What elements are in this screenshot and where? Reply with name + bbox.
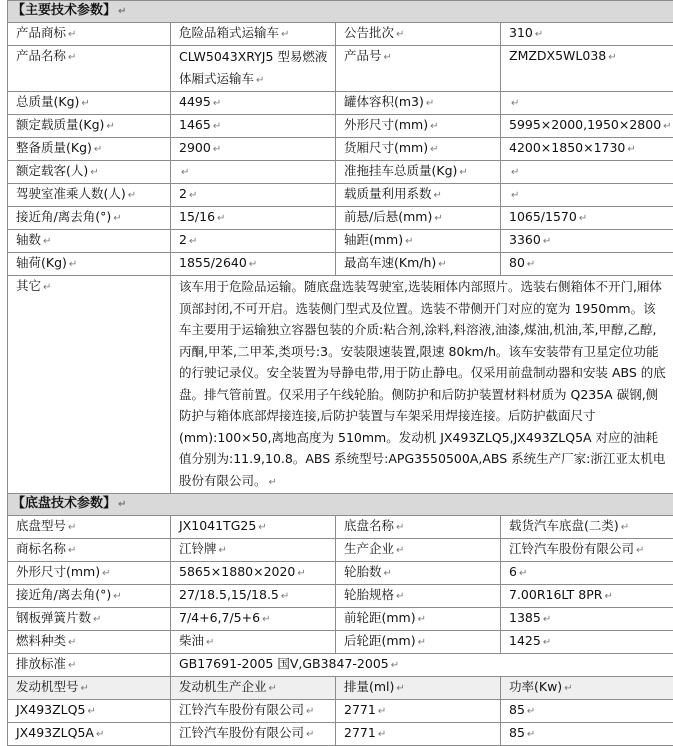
paragraph-mark-icon: ↵	[68, 637, 76, 648]
paragraph-mark-icon: ↵	[213, 121, 221, 132]
engine-cell	[336, 723, 501, 746]
param-label	[8, 115, 171, 138]
paragraph-mark-icon: ↵	[511, 190, 519, 201]
param-value-text: 80	[509, 255, 525, 270]
paragraph-mark-icon: ↵	[118, 499, 126, 510]
paragraph-mark-icon: ↵	[535, 29, 543, 40]
paragraph-mark-icon: ↵	[426, 98, 434, 109]
table-row	[8, 23, 673, 46]
paragraph-mark-icon: ↵	[281, 29, 289, 40]
engine-column-header-text: 功率(Kw)	[509, 679, 562, 694]
paragraph-mark-icon: ↵	[543, 614, 551, 625]
emission-row	[8, 654, 673, 677]
paragraph-mark-icon: ↵	[106, 121, 114, 132]
engine-cell	[171, 700, 336, 723]
paragraph-mark-icon: ↵	[543, 236, 551, 247]
param-value	[171, 539, 336, 562]
param-label-text: 整备质量(Kg)	[16, 140, 92, 155]
param-value-text: 江铃汽车股份有限公司	[509, 541, 634, 556]
param-label-text: 商标名称	[16, 541, 66, 556]
param-label	[336, 516, 501, 539]
param-value-text: 载货汽车底盘(二类)	[509, 518, 619, 533]
param-label-text: 生产企业	[344, 541, 394, 556]
param-value	[171, 253, 336, 276]
param-value	[171, 23, 336, 46]
paragraph-mark-icon: ↵	[306, 729, 314, 740]
param-label-text: 轮胎数	[344, 564, 382, 579]
param-label-text: 公告批次	[344, 25, 394, 40]
param-label-text: 准拖挂车总质量(Kg)	[344, 163, 457, 178]
param-value-text: 1425	[509, 633, 541, 648]
table-row	[8, 608, 673, 631]
engine-column-header	[501, 677, 673, 700]
paragraph-mark-icon: ↵	[113, 213, 121, 224]
param-label-text: 轴数	[16, 232, 41, 247]
param-label	[336, 585, 501, 608]
engine-column-header-text: 发动机生产企业	[179, 679, 267, 694]
table-row	[8, 161, 673, 184]
spec-table	[7, 0, 673, 746]
engine-cell-text: 2771	[344, 725, 376, 740]
param-label-text: 最高车速(Km/h)	[344, 255, 436, 270]
paragraph-mark-icon: ↵	[118, 6, 126, 17]
param-label	[336, 608, 501, 631]
param-label	[8, 23, 171, 46]
table-row	[8, 585, 673, 608]
param-label	[8, 230, 171, 253]
paragraph-mark-icon: ↵	[181, 167, 189, 178]
param-label-text: 前轮距(mm)	[344, 610, 416, 625]
param-label	[336, 562, 501, 585]
engine-row	[8, 700, 673, 723]
param-label	[336, 539, 501, 562]
param-label	[8, 161, 171, 184]
paragraph-mark-icon: ↵	[527, 706, 535, 717]
table-row	[8, 184, 673, 207]
param-label-text: 前悬/后悬(mm)	[344, 209, 432, 224]
other-label	[8, 276, 171, 494]
paragraph-mark-icon: ↵	[87, 706, 95, 717]
main-section-header	[8, 1, 673, 23]
param-label-text: 燃料种类	[16, 633, 66, 648]
param-label	[8, 539, 171, 562]
paragraph-mark-icon: ↵	[189, 190, 197, 201]
param-label	[336, 23, 501, 46]
engine-column-header	[171, 677, 336, 700]
paragraph-mark-icon: ↵	[430, 121, 438, 132]
param-value-text: 1855/2640	[179, 255, 247, 270]
paragraph-mark-icon: ↵	[434, 213, 442, 224]
param-label-text: 产品名称	[16, 48, 66, 63]
paragraph-mark-icon: ↵	[43, 282, 51, 293]
param-value	[171, 161, 336, 184]
paragraph-mark-icon: ↵	[430, 144, 438, 155]
param-label	[8, 585, 171, 608]
paragraph-mark-icon: ↵	[258, 522, 266, 533]
param-value	[171, 608, 336, 631]
other-description	[171, 276, 673, 494]
engine-column-header	[8, 677, 171, 700]
table-row	[8, 516, 673, 539]
paragraph-mark-icon: ↵	[69, 259, 77, 270]
engine-cell	[171, 723, 336, 746]
table-row	[8, 92, 673, 115]
param-label	[336, 161, 501, 184]
engine-header-row	[8, 677, 673, 700]
chassis-section-header	[8, 494, 673, 516]
paragraph-mark-icon: ↵	[217, 213, 225, 224]
engine-cell-text: 江铃汽车股份有限公司	[179, 725, 304, 740]
param-value-text: 5865×1880×2020	[179, 564, 295, 579]
param-label-text: 罐体容积(m3)	[344, 94, 424, 109]
param-label-text: 接近角/离去角(°)	[16, 209, 111, 224]
param-label	[8, 46, 171, 92]
paragraph-mark-icon: ↵	[418, 637, 426, 648]
paragraph-mark-icon: ↵	[94, 144, 102, 155]
param-label	[8, 516, 171, 539]
param-value-text: 1385	[509, 610, 541, 625]
param-label-text: 轮胎规格	[344, 587, 394, 602]
paragraph-mark-icon: ↵	[564, 683, 572, 694]
param-value	[501, 631, 673, 654]
paragraph-mark-icon: ↵	[418, 614, 426, 625]
table-row	[8, 207, 673, 230]
param-value	[501, 608, 673, 631]
param-value-text: 7.00R16LT 8PR	[509, 587, 602, 602]
param-value-text: 6	[509, 564, 517, 579]
param-value-text: 2	[179, 186, 187, 201]
param-value	[501, 253, 673, 276]
engine-row	[8, 723, 673, 746]
param-value-text: 2	[179, 232, 187, 247]
emission-value-text: GB17691-2005 国Ⅴ,GB3847-2005	[179, 656, 389, 671]
param-value	[171, 562, 336, 585]
paragraph-mark-icon: ↵	[213, 144, 221, 155]
param-label-text: 额定载客(人)	[16, 163, 88, 178]
paragraph-mark-icon: ↵	[579, 213, 587, 224]
param-value	[171, 230, 336, 253]
param-value	[501, 230, 673, 253]
paragraph-mark-icon: ↵	[128, 190, 136, 201]
engine-cell-text: 85	[509, 702, 525, 717]
paragraph-mark-icon: ↵	[378, 706, 386, 717]
chassis-section-header-title-text: 【底盘技术参数】	[12, 496, 116, 511]
param-value	[501, 161, 673, 184]
param-value-text: 4200×1850×1730	[509, 140, 625, 155]
param-label	[336, 207, 501, 230]
param-label-text: 外形尺寸(mm)	[16, 564, 100, 579]
engine-cell-text: JX493ZLQ5	[16, 702, 85, 717]
param-value-text: JX1041TG25	[179, 518, 256, 533]
paragraph-mark-icon: ↵	[604, 591, 612, 602]
table-row	[8, 138, 673, 161]
param-value-text: 1065/1570	[509, 209, 577, 224]
paragraph-mark-icon: ↵	[663, 121, 671, 132]
param-value	[501, 516, 673, 539]
param-label	[336, 230, 501, 253]
paragraph-mark-icon: ↵	[511, 98, 519, 109]
param-value	[501, 23, 673, 46]
param-value-text: 4495	[179, 94, 211, 109]
param-value-text: 310	[509, 25, 533, 40]
paragraph-mark-icon: ↵	[438, 259, 446, 270]
paragraph-mark-icon: ↵	[396, 545, 404, 556]
paragraph-mark-icon: ↵	[81, 98, 89, 109]
param-label	[336, 138, 501, 161]
param-value-text: 江铃牌	[179, 541, 217, 556]
param-value-text: 5995×2000,1950×2800	[509, 117, 661, 132]
param-label	[8, 92, 171, 115]
paragraph-mark-icon: ↵	[636, 545, 644, 556]
main-section-header-title-text: 【主要技术参数】	[12, 3, 116, 18]
param-label-text: 钢板弹簧片数	[16, 610, 91, 625]
param-value	[171, 516, 336, 539]
param-label-text: 货厢尺寸(mm)	[344, 140, 428, 155]
paragraph-mark-icon: ↵	[384, 52, 392, 63]
param-value	[171, 92, 336, 115]
emission-label	[8, 654, 171, 677]
param-label	[336, 92, 501, 115]
param-label-text: 轴距(mm)	[344, 232, 403, 247]
paragraph-mark-icon: ↵	[621, 522, 629, 533]
paragraph-mark-icon: ↵	[269, 477, 277, 488]
paragraph-mark-icon: ↵	[511, 167, 519, 178]
engine-cell	[501, 700, 673, 723]
chassis-section-header-title	[8, 494, 673, 516]
paragraph-mark-icon: ↵	[93, 614, 101, 625]
paragraph-mark-icon: ↵	[396, 591, 404, 602]
other-description-text: 该车用于危险品运输。随底盘选装驾驶室,选装厢体内部照片。选装右侧箱体不开门,厢体顶部封闭,不可开启。选装侧门型式及位置。选装不带侧开门对应的宽为 1950mm。该车主要用于运输独立容器包装的介质:粘合剂,涂料,料溶液,油漆,煤油,机油,苯,甲醇,乙醇,丙酮,甲苯,二甲苯,类项号:3。安装限速装置,限速 80km/h。该车安装带有卫星定位功能的行驶记录仪。安全装置为导静电带,用于防止静电。仅采用前盘制动器和安装 ABS 的底盘。排气管前置。仅采用子午线轮胎。侧防护和后防护装置材料材质为 Q235A 碳钢,侧防护与箱体底部焊接连接,后防护装置与车架采用焊接连接。后防护截面尺寸(mm):100×50,离地高度为 510mm。发动机 JX493ZLQ5,JX493ZLQ5A 对应的油耗值分别为:11.9,10.8。ABS 系统型号:APG3550500A,ABS 系统生产厂家:浙江亚太机电股份有限公司。	[179, 279, 666, 488]
param-value	[501, 207, 673, 230]
paragraph-mark-icon: ↵	[608, 52, 616, 63]
engine-column-header-text: 排量(ml)	[344, 679, 394, 694]
table-row	[8, 115, 673, 138]
param-value	[501, 184, 673, 207]
param-label	[336, 631, 501, 654]
param-label	[336, 46, 501, 92]
param-value	[501, 138, 673, 161]
param-label-text: 驾驶室准乘人数(人)	[16, 186, 126, 201]
param-value	[501, 115, 673, 138]
paragraph-mark-icon: ↵	[113, 591, 121, 602]
param-label-text: 外形尺寸(mm)	[344, 117, 428, 132]
engine-cell	[8, 723, 171, 746]
table-row	[8, 46, 673, 92]
param-label-text: 总质量(Kg)	[16, 94, 79, 109]
paragraph-mark-icon: ↵	[90, 167, 98, 178]
paragraph-mark-icon: ↵	[256, 75, 264, 86]
param-value	[501, 46, 673, 92]
param-value-text: 柴油	[179, 633, 204, 648]
paragraph-mark-icon: ↵	[527, 729, 535, 740]
param-value-text: 7/4+6,7/5+6	[179, 610, 260, 625]
paragraph-mark-icon: ↵	[68, 545, 76, 556]
engine-cell	[501, 723, 673, 746]
table-row	[8, 230, 673, 253]
param-label-text: 额定载质量(Kg)	[16, 117, 104, 132]
param-value-text: 危险品箱式运输车	[179, 25, 279, 40]
param-value	[171, 115, 336, 138]
param-label-text: 轴荷(Kg)	[16, 255, 67, 270]
paragraph-mark-icon: ↵	[519, 568, 527, 579]
param-label	[8, 138, 171, 161]
param-label	[8, 207, 171, 230]
paragraph-mark-icon: ↵	[396, 683, 404, 694]
paragraph-mark-icon: ↵	[543, 637, 551, 648]
param-value	[501, 562, 673, 585]
engine-cell	[336, 700, 501, 723]
paragraph-mark-icon: ↵	[384, 568, 392, 579]
paragraph-mark-icon: ↵	[306, 706, 314, 717]
paragraph-mark-icon: ↵	[434, 190, 442, 201]
emission-value	[171, 654, 673, 677]
table-row	[8, 539, 673, 562]
param-value-text: ZMZDX5WL038	[509, 48, 606, 63]
paragraph-mark-icon: ↵	[68, 522, 76, 533]
engine-cell-text: 江铃汽车股份有限公司	[179, 702, 304, 717]
engine-column-header-text: 发动机型号	[16, 679, 79, 694]
engine-cell-text: 2771	[344, 702, 376, 717]
param-value-text: 3360	[509, 232, 541, 247]
other-label-text: 其它	[16, 278, 41, 293]
paragraph-mark-icon: ↵	[281, 591, 289, 602]
paragraph-mark-icon: ↵	[459, 167, 467, 178]
param-label	[336, 253, 501, 276]
param-value	[171, 207, 336, 230]
paragraph-mark-icon: ↵	[68, 660, 76, 671]
engine-cell	[8, 700, 171, 723]
param-value-text: 1465	[179, 117, 211, 132]
param-label	[336, 184, 501, 207]
param-value	[501, 585, 673, 608]
table-row	[8, 631, 673, 654]
param-label	[8, 184, 171, 207]
paragraph-mark-icon: ↵	[249, 259, 257, 270]
other-row	[8, 276, 673, 494]
paragraph-mark-icon: ↵	[96, 729, 104, 740]
paragraph-mark-icon: ↵	[213, 98, 221, 109]
paragraph-mark-icon: ↵	[396, 522, 404, 533]
paragraph-mark-icon: ↵	[262, 614, 270, 625]
engine-column-header	[336, 677, 501, 700]
param-value	[171, 46, 336, 92]
paragraph-mark-icon: ↵	[68, 52, 76, 63]
paragraph-mark-icon: ↵	[81, 683, 89, 694]
paragraph-mark-icon: ↵	[43, 236, 51, 247]
table-row	[8, 253, 673, 276]
param-value-text: 2900	[179, 140, 211, 155]
param-value	[171, 138, 336, 161]
param-value-text: 27/18.5,15/18.5	[179, 587, 279, 602]
param-value	[171, 631, 336, 654]
param-value	[501, 539, 673, 562]
param-label-text: 后轮距(mm)	[344, 633, 416, 648]
param-value-text: CLW5043XRYJ5 型易燃液体厢式运输车	[179, 49, 327, 86]
paragraph-mark-icon: ↵	[396, 29, 404, 40]
param-label-text: 产品商标	[16, 25, 66, 40]
param-label-text: 产品号	[344, 48, 382, 63]
paragraph-mark-icon: ↵	[219, 545, 227, 556]
param-label	[8, 253, 171, 276]
paragraph-mark-icon: ↵	[189, 236, 197, 247]
paragraph-mark-icon: ↵	[627, 144, 635, 155]
emission-label-text: 排放标准	[16, 656, 66, 671]
param-value	[171, 585, 336, 608]
param-label	[8, 608, 171, 631]
engine-cell-text: 85	[509, 725, 525, 740]
paragraph-mark-icon: ↵	[527, 259, 535, 270]
paragraph-mark-icon: ↵	[405, 236, 413, 247]
param-value	[501, 92, 673, 115]
param-value	[171, 184, 336, 207]
param-label-text: 底盘名称	[344, 518, 394, 533]
paragraph-mark-icon: ↵	[68, 29, 76, 40]
param-value-text: 15/16	[179, 209, 215, 224]
paragraph-mark-icon: ↵	[269, 683, 277, 694]
paragraph-mark-icon: ↵	[297, 568, 305, 579]
param-label-text: 载质量利用系数	[344, 186, 432, 201]
main-section-header-title	[8, 1, 673, 23]
param-label-text: 接近角/离去角(°)	[16, 587, 111, 602]
paragraph-mark-icon: ↵	[102, 568, 110, 579]
param-label	[336, 115, 501, 138]
paragraph-mark-icon: ↵	[206, 637, 214, 648]
param-label-text: 底盘型号	[16, 518, 66, 533]
param-label	[8, 631, 171, 654]
paragraph-mark-icon: ↵	[378, 729, 386, 740]
param-label	[8, 562, 171, 585]
table-row	[8, 562, 673, 585]
paragraph-mark-icon: ↵	[391, 660, 399, 671]
engine-cell-text: JX493ZLQ5A	[16, 725, 94, 740]
